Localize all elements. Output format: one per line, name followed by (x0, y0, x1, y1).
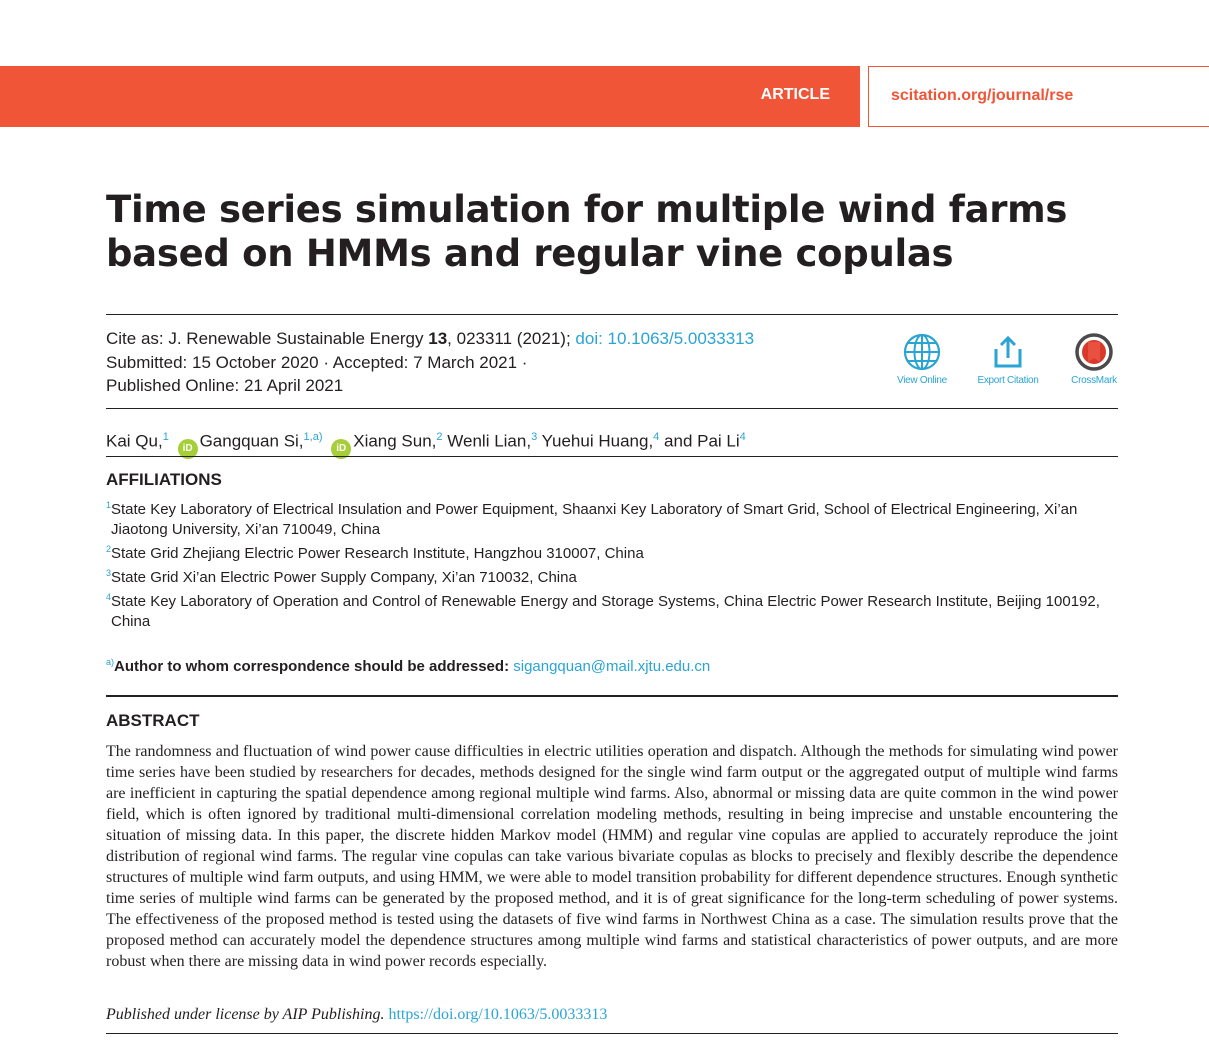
view-online-button[interactable] (882, 333, 962, 386)
author-affiliation-mark: 4 (739, 431, 746, 443)
published-line: Published Online: 21 April 2021 (106, 376, 344, 395)
affiliation-text: State Grid Zhejiang Electric Power Research Institute, Hangzhou 310007, China (111, 545, 644, 562)
cite-prefix: Cite as: J. Renewable Sustainable Energy (106, 329, 429, 348)
author-list (106, 425, 1118, 459)
affiliation-text: State Grid Xi’an Electric Power Supply Company, Xi’an 710032, China (111, 569, 577, 586)
journal-url-box[interactable] (868, 66, 1209, 127)
author-name[interactable]: Wenli Lian, (447, 431, 532, 451)
article-title: Time series simulation for multiple wind farms based on HMMs and regular vine copulas (106, 188, 1068, 275)
author-affiliation-mark: 1,a) (303, 431, 323, 443)
author-name[interactable]: Xiang Sun, (353, 431, 437, 451)
author-name[interactable]: and Pai Li (664, 431, 740, 451)
globe-icon (903, 333, 941, 371)
view-online-label: View Online (897, 375, 947, 386)
orcid-icon[interactable]: iD (178, 439, 198, 459)
affiliations-list (106, 500, 1126, 636)
affiliation-item (106, 544, 1126, 564)
cite-details: , 023311 (2021); (447, 329, 576, 348)
author-affiliation-mark: 2 (436, 431, 443, 443)
crossmark-icon (1075, 333, 1113, 371)
author-name[interactable]: Kai Qu, (106, 431, 163, 451)
affiliation-mark: 1 (106, 500, 112, 510)
abstract-text: The randomness and fluctuation of wind power cause difficulties in electric utilities operation and dispatch. Although the methods for simulating wind power time series have been studied by researchers for decades, methods designed for the single wind farm output or the aggregated output of multiple wind farms are inefficient in capturing the spatial dependence among regional multiple wind farms. Also, abnormal or missing data are quite common in the wind power field, which is often ignored by traditional multi-dimensional correlation modeling methods, resulting in being imprecise and unstable encountering the situation of missing data. In this paper, the discrete hidden Markov model (HMM) and regular vine copulas are applied to accurately reproduce the joint distribution of regional wind farms. The regular vine copulas can take various bivariate copulas as blocks to precisely and flexibly describe the dependence structures of multiple wind farm outputs, and using HMM, we were able to model transition probability for different dependence structures. Enough synthetic time series of multiple wind farms can be generated by the proposed method, and it is of great significance for the long-term scheduling of power systems. The effectiveness of the proposed method is tested using the datasets of five wind farms in Northwest China as a case. The simulation results prove that the proposed method can accurately model the dependence structures among multiple wind farms and statistical characteristics of power outputs, and are more robust when there are missing data in wind power records especially. (106, 743, 1118, 970)
correspondence-mark: a) (106, 657, 115, 667)
doi-link[interactable]: doi: 10.1063/5.0033313 (575, 329, 755, 348)
article-label: ARTICLE (760, 86, 830, 103)
divider (106, 1033, 1118, 1034)
export-icon (989, 333, 1027, 371)
crossmark-label: CrossMark (1071, 375, 1117, 386)
divider (106, 695, 1118, 697)
license-line (106, 1004, 607, 1025)
divider (106, 408, 1118, 409)
license-doi-link[interactable]: https://doi.org/10.1063/5.0033313 (388, 1006, 608, 1023)
divider (106, 456, 1118, 457)
correspondence-label: Author to whom correspondence should be addressed: (114, 658, 514, 675)
affiliation-mark: 2 (106, 544, 112, 554)
author-affiliation-mark: 4 (653, 431, 660, 443)
cite-line (106, 327, 866, 351)
license-text: Published under license by AIP Publishing. (106, 1006, 385, 1023)
author-affiliation-mark: 3 (531, 431, 538, 443)
orcid-icon[interactable]: iD (331, 439, 351, 459)
correspondence-note (106, 652, 710, 677)
author-name[interactable]: Yuehui Huang, (541, 431, 654, 451)
affiliations-heading: AFFILIATIONS (106, 470, 222, 489)
article-actions (890, 333, 1130, 393)
divider (106, 314, 1118, 315)
header-band (0, 66, 860, 127)
affiliation-item (106, 592, 1126, 632)
affiliation-text: State Key Laboratory of Electrical Insulation and Power Equipment, Shaanxi Key Laboratory of Smart Grid, School of Electrical Engineering, Xi’an Jiaotong University, Xi’an 710049, China (111, 501, 1078, 538)
citation-block (106, 327, 866, 398)
journal-url-link[interactable]: scitation.org/journal/rse (891, 87, 1074, 104)
affiliation-mark: 3 (106, 568, 112, 578)
author-affiliation-mark: 1 (162, 431, 169, 443)
author-name[interactable]: Gangquan Si, (199, 431, 304, 451)
abstract-heading: ABSTRACT (106, 711, 200, 730)
export-citation-button[interactable] (968, 333, 1048, 386)
affiliation-text: State Key Laboratory of Operation and Control of Renewable Energy and Storage Systems, China Electric Power Research Institute, Beijing 100192, China (111, 593, 1100, 630)
cite-volume: 13 (428, 329, 448, 348)
affiliation-mark: 4 (106, 592, 112, 602)
correspondence-email-link[interactable]: sigangquan@mail.xjtu.edu.cn (513, 658, 711, 675)
export-citation-label: Export Citation (977, 375, 1039, 386)
affiliation-item (106, 500, 1126, 540)
submitted-line: Submitted: 15 October 2020 · Accepted: 7 March 2021 · (106, 352, 528, 372)
crossmark-button[interactable] (1054, 333, 1134, 386)
affiliation-item (106, 568, 1126, 588)
